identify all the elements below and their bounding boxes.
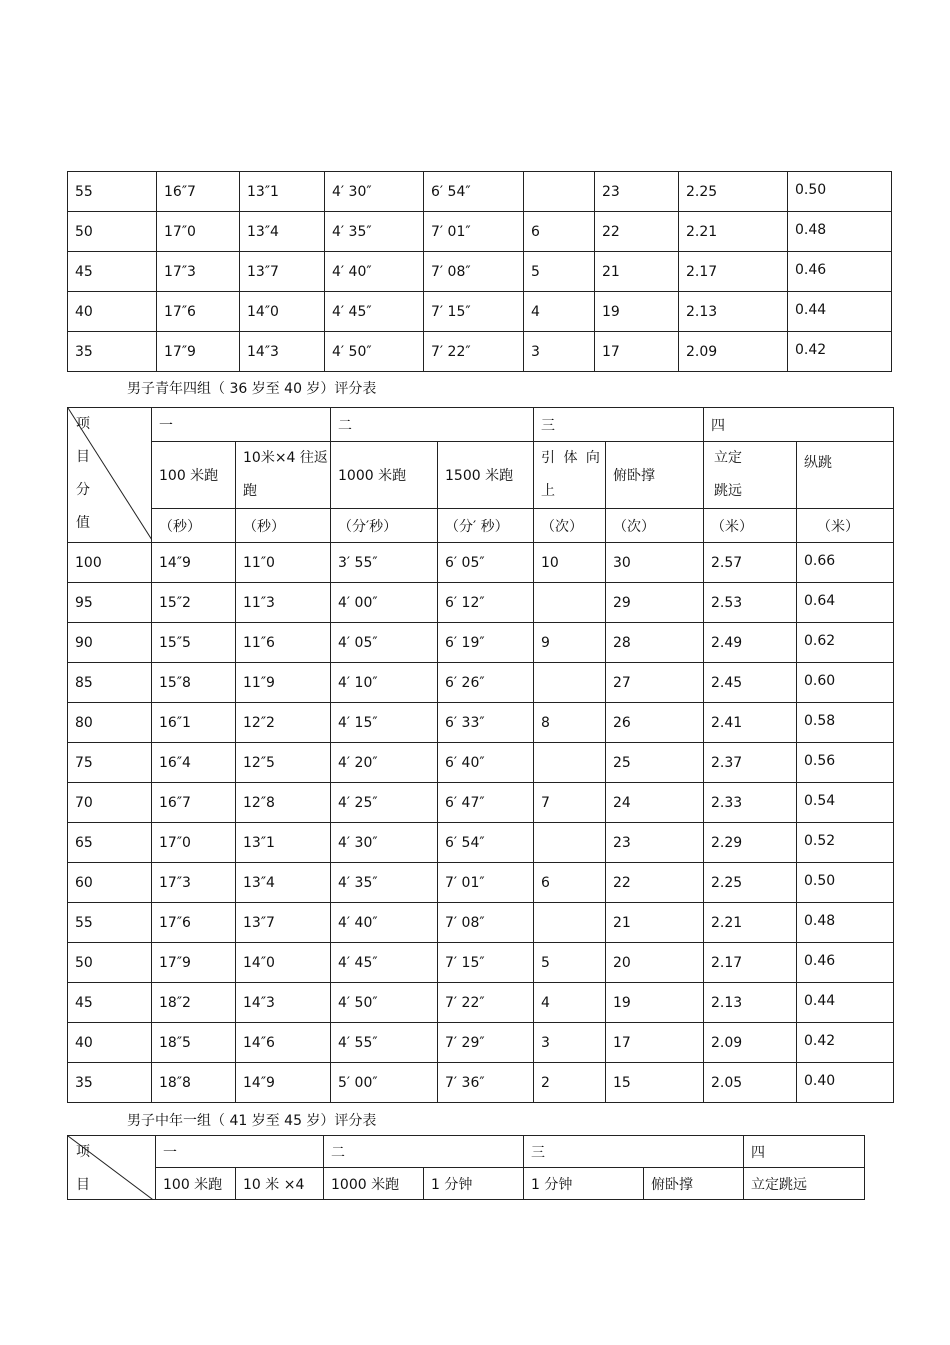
value-cell: 10 — [534, 543, 606, 583]
value-cell: 4′ 25″ — [331, 783, 438, 823]
group-header-1: 一 — [152, 408, 331, 442]
value-cell: 14″0 — [240, 292, 325, 332]
item-1000m: 1000 米跑 — [331, 442, 438, 509]
value-cell: 17″9 — [152, 943, 236, 983]
value-cell: 2.25 — [679, 172, 788, 212]
value-cell: 13″1 — [236, 823, 331, 863]
value-cell: 4′ 45″ — [331, 943, 438, 983]
value-cell: 13″7 — [240, 252, 325, 292]
score-cell: 40 — [68, 292, 157, 332]
value-cell: 0.46 — [797, 943, 894, 983]
value-cell: 6′ 54″ — [424, 172, 524, 212]
corner-label-2: 目 — [76, 1177, 90, 1193]
value-cell: 8 — [534, 703, 606, 743]
value-cell: 15 — [606, 1063, 704, 1103]
unit-100m: （秒） — [152, 509, 236, 543]
item-pull-up: 引 体 向 上 — [534, 442, 606, 509]
value-cell: 15″8 — [152, 663, 236, 703]
value-cell: 11″6 — [236, 623, 331, 663]
score-cell: 55 — [68, 903, 152, 943]
value-cell: 2.17 — [704, 943, 797, 983]
value-cell: 2.41 — [704, 703, 797, 743]
value-cell: 20 — [606, 943, 704, 983]
item-vertical-jump: 纵跳 — [797, 442, 894, 509]
score-cell: 45 — [68, 983, 152, 1023]
value-cell: 14″0 — [236, 943, 331, 983]
value-cell: 17″0 — [157, 212, 240, 252]
value-cell: 2 — [534, 1063, 606, 1103]
value-cell: 2.53 — [704, 583, 797, 623]
group-header-4: 四 — [744, 1136, 865, 1168]
score-cell: 40 — [68, 1023, 152, 1063]
value-cell: 2.13 — [679, 292, 788, 332]
table-row — [68, 943, 894, 983]
score-cell: 50 — [68, 212, 157, 252]
value-cell: 17″0 — [152, 823, 236, 863]
value-cell: 5 — [524, 252, 595, 292]
value-cell: 25 — [606, 743, 704, 783]
value-cell: 22 — [606, 863, 704, 903]
value-cell: 7′ 08″ — [424, 252, 524, 292]
value-cell: 18″2 — [152, 983, 236, 1023]
value-cell: 2.09 — [679, 332, 788, 372]
table-row — [68, 663, 894, 703]
value-cell: 18″5 — [152, 1023, 236, 1063]
unit-long-jump: （米） — [704, 509, 797, 543]
value-cell: 13″1 — [240, 172, 325, 212]
value-cell: 15″2 — [152, 583, 236, 623]
item-10x4-shuttle: 10米×4 往返跑 — [236, 442, 331, 509]
value-cell: 4′ 55″ — [331, 1023, 438, 1063]
value-cell: 14″3 — [236, 983, 331, 1023]
value-cell: 0.58 — [797, 703, 894, 743]
score-table-middle-group-1 — [67, 1135, 865, 1200]
score-cell: 95 — [68, 583, 152, 623]
value-cell: 16″7 — [152, 783, 236, 823]
value-cell: 16″4 — [152, 743, 236, 783]
value-cell: 13″4 — [236, 863, 331, 903]
group-header-3: 三 — [524, 1136, 744, 1168]
value-cell: 3 — [534, 1023, 606, 1063]
value-cell: 13″4 — [240, 212, 325, 252]
table-row — [68, 1023, 894, 1063]
value-cell: 9 — [534, 623, 606, 663]
value-cell: 2.25 — [704, 863, 797, 903]
unit-push-up: （次） — [606, 509, 704, 543]
group-header-2: 二 — [324, 1136, 524, 1168]
value-cell: 0.48 — [797, 903, 894, 943]
value-cell: 4′ 35″ — [331, 863, 438, 903]
value-cell: 19 — [595, 292, 679, 332]
value-cell: 2.45 — [704, 663, 797, 703]
value-cell: 4 — [534, 983, 606, 1023]
score-cell: 55 — [68, 172, 157, 212]
value-cell: 0.42 — [788, 332, 892, 372]
value-cell — [534, 823, 606, 863]
value-cell: 6 — [534, 863, 606, 903]
value-cell: 4′ 40″ — [331, 903, 438, 943]
table-row — [68, 332, 892, 372]
value-cell: 11″9 — [236, 663, 331, 703]
table-row — [68, 1063, 894, 1103]
group-header-3: 三 — [534, 408, 704, 442]
value-cell: 11″3 — [236, 583, 331, 623]
value-cell: 6′ 40″ — [438, 743, 534, 783]
value-cell: 21 — [595, 252, 679, 292]
value-cell: 2.17 — [679, 252, 788, 292]
corner-label-2: 目 — [76, 449, 90, 465]
score-cell: 60 — [68, 863, 152, 903]
value-cell: 0.50 — [797, 863, 894, 903]
value-cell: 0.64 — [797, 583, 894, 623]
value-cell: 7′ 15″ — [424, 292, 524, 332]
score-cell: 90 — [68, 623, 152, 663]
item-1min-b: 1 分钟 — [524, 1168, 644, 1200]
item-100m: 100 米跑 — [156, 1168, 236, 1200]
value-cell: 0.66 — [797, 543, 894, 583]
value-cell: 6′ 12″ — [438, 583, 534, 623]
value-cell: 7′ 01″ — [438, 863, 534, 903]
value-cell: 17 — [595, 332, 679, 372]
table-row — [68, 703, 894, 743]
value-cell: 27 — [606, 663, 704, 703]
table-caption-youth-group-4: 男子青年四组（ 36 岁至 40 岁）评分表 — [127, 381, 377, 397]
score-cell: 85 — [68, 663, 152, 703]
value-cell: 3 — [524, 332, 595, 372]
value-cell: 14″9 — [152, 543, 236, 583]
table-row — [68, 783, 894, 823]
value-cell: 7′ 22″ — [438, 983, 534, 1023]
value-cell: 4′ 10″ — [331, 663, 438, 703]
value-cell: 0.62 — [797, 623, 894, 663]
value-cell: 7′ 29″ — [438, 1023, 534, 1063]
corner-label-4: 值 — [76, 515, 90, 531]
item-push-up: 俯卧撑 — [606, 442, 704, 509]
value-cell: 4′ 30″ — [331, 823, 438, 863]
value-cell: 4′ 50″ — [325, 332, 424, 372]
item-10x4: 10 米 ×4 — [236, 1168, 324, 1200]
score-cell: 65 — [68, 823, 152, 863]
value-cell: 0.52 — [797, 823, 894, 863]
value-cell: 6′ 26″ — [438, 663, 534, 703]
value-cell: 0.40 — [797, 1063, 894, 1103]
unit-pull-up: （次） — [534, 509, 606, 543]
group-header-4: 四 — [704, 408, 894, 442]
score-cell: 80 — [68, 703, 152, 743]
value-cell: 2.05 — [704, 1063, 797, 1103]
table-row — [68, 903, 894, 943]
value-cell: 17″3 — [152, 863, 236, 903]
value-cell: 23 — [595, 172, 679, 212]
item-standing-long-jump: 立定 跳远 — [704, 442, 797, 509]
value-cell: 16″7 — [157, 172, 240, 212]
value-cell: 4′ 50″ — [331, 983, 438, 1023]
value-cell: 17″6 — [157, 292, 240, 332]
value-cell: 11″0 — [236, 543, 331, 583]
value-cell: 7′ 15″ — [438, 943, 534, 983]
corner-header-cell — [68, 408, 152, 543]
value-cell: 6′ 54″ — [438, 823, 534, 863]
corner-header-cell — [68, 1136, 156, 1200]
value-cell: 2.21 — [679, 212, 788, 252]
corner-label-1: 项 — [76, 416, 90, 432]
value-cell: 6′ 33″ — [438, 703, 534, 743]
corner-label-3: 分 — [76, 482, 90, 498]
value-cell: 4′ 05″ — [331, 623, 438, 663]
score-table-youth-group-4 — [67, 407, 894, 1103]
value-cell: 7′ 36″ — [438, 1063, 534, 1103]
value-cell: 2.57 — [704, 543, 797, 583]
value-cell: 22 — [595, 212, 679, 252]
value-cell: 2.21 — [704, 903, 797, 943]
table-row — [68, 212, 892, 252]
value-cell: 30 — [606, 543, 704, 583]
table-row — [68, 172, 892, 212]
value-cell: 0.44 — [797, 983, 894, 1023]
value-cell: 12″8 — [236, 783, 331, 823]
value-cell — [534, 583, 606, 623]
table-row — [68, 863, 894, 903]
value-cell: 14″9 — [236, 1063, 331, 1103]
table-row — [68, 252, 892, 292]
value-cell: 4′ 30″ — [325, 172, 424, 212]
value-cell: 0.46 — [788, 252, 892, 292]
value-cell: 5 — [534, 943, 606, 983]
value-cell: 14″6 — [236, 1023, 331, 1063]
table-row — [68, 983, 894, 1023]
value-cell — [534, 903, 606, 943]
value-cell: 7 — [534, 783, 606, 823]
value-cell: 4′ 40″ — [325, 252, 424, 292]
value-cell: 7′ 22″ — [424, 332, 524, 372]
group-header-2: 二 — [331, 408, 534, 442]
score-cell: 75 — [68, 743, 152, 783]
table-row — [68, 743, 894, 783]
value-cell: 2.49 — [704, 623, 797, 663]
item-push-up: 俯卧撑 — [644, 1168, 744, 1200]
unit-1000m: （分′秒） — [331, 509, 438, 543]
table-row — [68, 583, 894, 623]
value-cell: 23 — [606, 823, 704, 863]
value-cell: 0.50 — [788, 172, 892, 212]
table-row — [68, 623, 894, 663]
score-cell: 50 — [68, 943, 152, 983]
value-cell: 0.48 — [788, 212, 892, 252]
value-cell — [524, 172, 595, 212]
value-cell: 5′ 00″ — [331, 1063, 438, 1103]
value-cell: 24 — [606, 783, 704, 823]
table-caption-middle-group-1: 男子中年一组（ 41 岁至 45 岁）评分表 — [127, 1113, 377, 1129]
value-cell: 0.54 — [797, 783, 894, 823]
value-cell: 4 — [524, 292, 595, 332]
unit-10x4: （秒） — [236, 509, 331, 543]
table-row — [68, 543, 894, 583]
table-row — [68, 292, 892, 332]
value-cell: 12″2 — [236, 703, 331, 743]
value-cell: 2.29 — [704, 823, 797, 863]
value-cell: 4′ 45″ — [325, 292, 424, 332]
score-cell: 45 — [68, 252, 157, 292]
value-cell: 0.60 — [797, 663, 894, 703]
item-100m: 100 米跑 — [152, 442, 236, 509]
value-cell: 0.56 — [797, 743, 894, 783]
value-cell: 6′ 19″ — [438, 623, 534, 663]
table-row — [68, 823, 894, 863]
value-cell: 17″6 — [152, 903, 236, 943]
value-cell: 4′ 15″ — [331, 703, 438, 743]
unit-vertical-jump: （米） — [797, 509, 894, 543]
value-cell: 29 — [606, 583, 704, 623]
value-cell — [534, 663, 606, 703]
value-cell: 2.13 — [704, 983, 797, 1023]
value-cell: 4′ 35″ — [325, 212, 424, 252]
value-cell: 17″9 — [157, 332, 240, 372]
score-cell: 35 — [68, 1063, 152, 1103]
value-cell: 17″3 — [157, 252, 240, 292]
value-cell: 17 — [606, 1023, 704, 1063]
value-cell: 15″5 — [152, 623, 236, 663]
value-cell: 4′ 00″ — [331, 583, 438, 623]
group-header-1: 一 — [156, 1136, 324, 1168]
value-cell: 2.33 — [704, 783, 797, 823]
score-table-continued — [67, 171, 892, 372]
value-cell: 6′ 47″ — [438, 783, 534, 823]
value-cell: 19 — [606, 983, 704, 1023]
item-1500m: 1500 米跑 — [438, 442, 534, 509]
value-cell: 0.44 — [788, 292, 892, 332]
value-cell: 7′ 08″ — [438, 903, 534, 943]
value-cell: 16″1 — [152, 703, 236, 743]
value-cell: 2.37 — [704, 743, 797, 783]
value-cell: 0.42 — [797, 1023, 894, 1063]
value-cell: 18″8 — [152, 1063, 236, 1103]
corner-label-1: 项 — [76, 1144, 90, 1160]
value-cell: 2.09 — [704, 1023, 797, 1063]
score-cell: 35 — [68, 332, 157, 372]
score-cell: 70 — [68, 783, 152, 823]
value-cell: 14″3 — [240, 332, 325, 372]
item-1min-a: 1 分钟 — [424, 1168, 524, 1200]
value-cell: 21 — [606, 903, 704, 943]
item-1000m: 1000 米跑 — [324, 1168, 424, 1200]
value-cell: 3′ 55″ — [331, 543, 438, 583]
score-cell: 100 — [68, 543, 152, 583]
value-cell: 13″7 — [236, 903, 331, 943]
value-cell: 6′ 05″ — [438, 543, 534, 583]
value-cell: 4′ 20″ — [331, 743, 438, 783]
unit-1500m: （分′ 秒） — [438, 509, 534, 543]
value-cell — [534, 743, 606, 783]
item-standing-long-jump: 立定跳远 — [744, 1168, 865, 1200]
value-cell: 6 — [524, 212, 595, 252]
value-cell: 28 — [606, 623, 704, 663]
value-cell: 26 — [606, 703, 704, 743]
value-cell: 12″5 — [236, 743, 331, 783]
value-cell: 7′ 01″ — [424, 212, 524, 252]
